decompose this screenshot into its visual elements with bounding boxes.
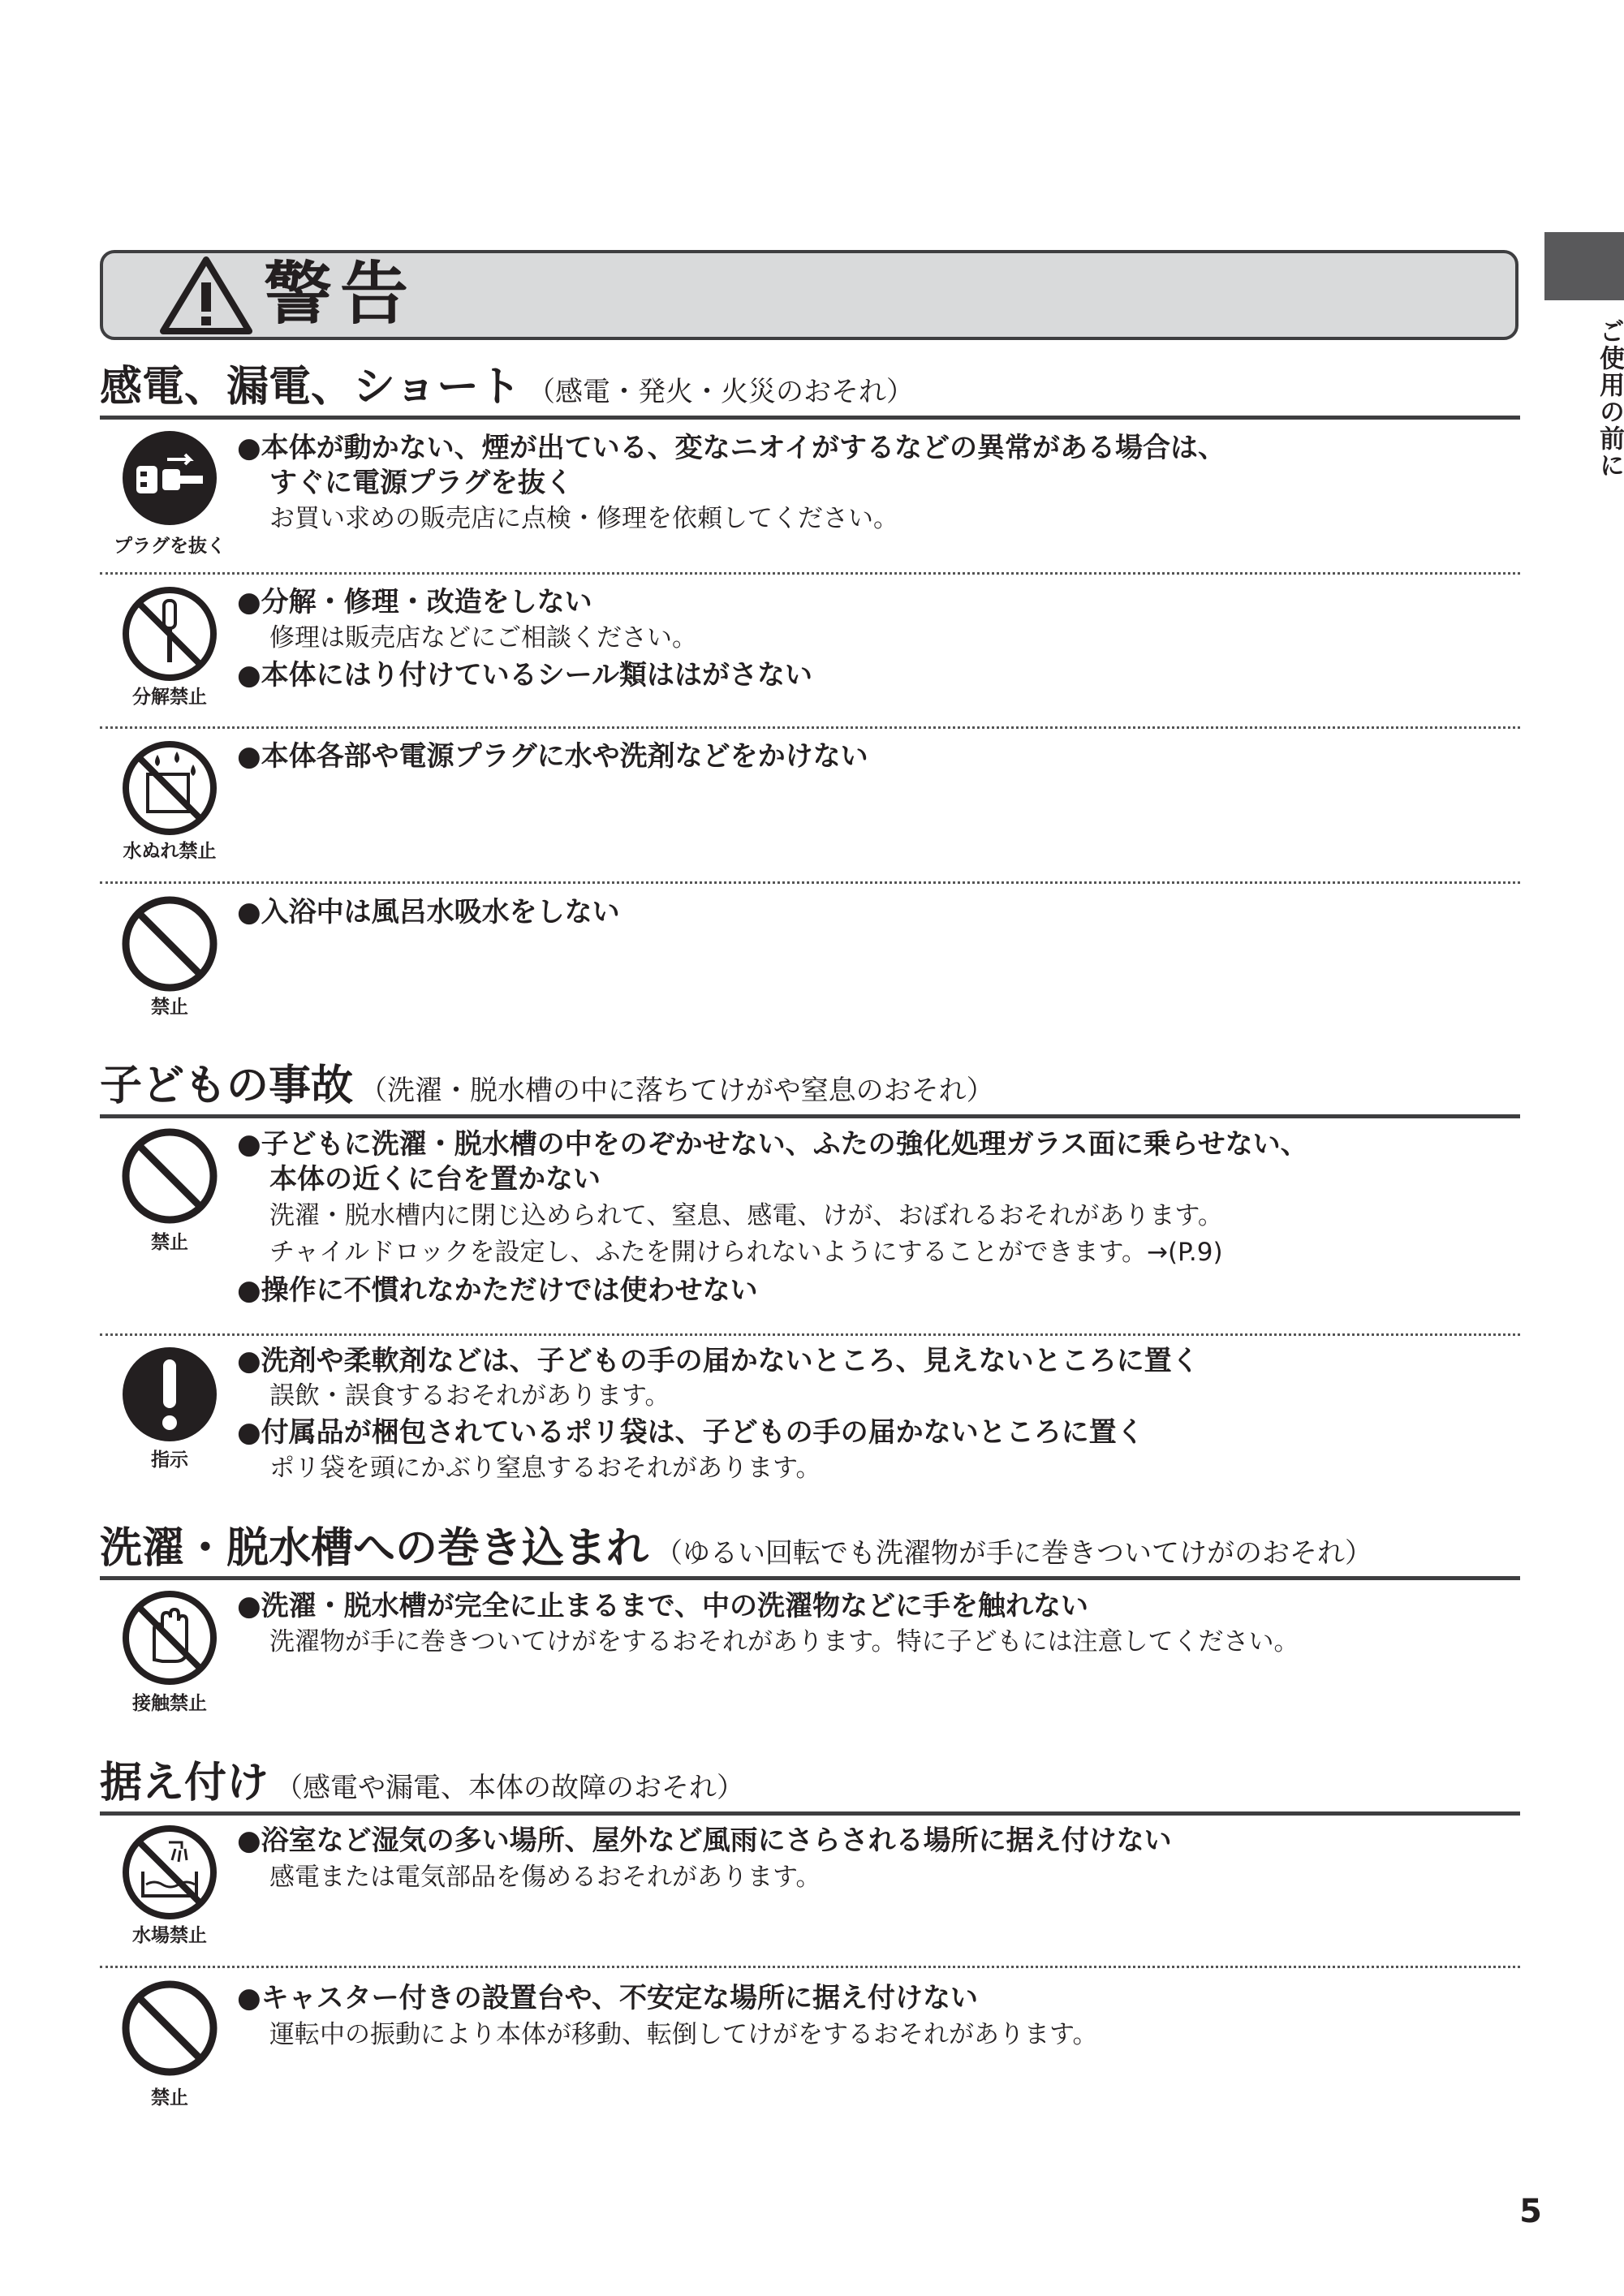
section-heading-children xyxy=(100,1061,994,1116)
warning-note: 運転中の振動により本体が移動、転倒してけがをするおそれがあります。 xyxy=(269,2020,1098,2049)
dotted-divider xyxy=(100,726,1520,729)
prohibition-icon xyxy=(118,893,221,995)
warning-item: ●浴室など湿気の多い場所、屋外など風雨にさらされる場所に据え付けない xyxy=(237,1824,1172,1857)
section-heading-shock xyxy=(100,362,914,417)
section-title: 子どもの事故 xyxy=(100,1062,354,1110)
dotted-divider xyxy=(100,881,1520,884)
section-subtitle: （洗濯・脱水槽の中に落ちてけがや窒息のおそれ） xyxy=(360,1075,994,1107)
section-title: 感電、漏電、ショート xyxy=(100,363,521,411)
warning-item: ●子どもに洗濯・脱水槽の中をのぞかせない、ふたの強化処理ガラス面に乗らせない、 xyxy=(237,1128,1308,1161)
no-touch-icon xyxy=(118,1587,221,1689)
side-tab-label: ご使用の前に xyxy=(1595,318,1624,479)
dotted-divider xyxy=(100,1966,1520,1968)
prohibition-icon xyxy=(118,1125,221,1227)
mandatory-action-icon xyxy=(118,1343,221,1445)
page-number: 5 xyxy=(1519,2193,1542,2230)
prohibition-icon xyxy=(118,1977,221,2079)
warning-note: ポリ袋を頭にかぶり窒息するおそれがあります。 xyxy=(269,1454,821,1483)
warning-note: 洗濯物が手に巻きついてけがをするおそれがあります。特に子どもには注意してください。 xyxy=(269,1627,1299,1656)
warning-item: ●洗剤や柔軟剤などは、子どもの手の届かないところ、見えないところに置く xyxy=(237,1345,1200,1377)
section-rule xyxy=(100,416,1520,420)
warning-item: ●本体にはり付けているシール類ははがさない xyxy=(237,659,812,691)
unplug-icon xyxy=(118,427,221,529)
warning-item: ●分解・修理・改造をしない xyxy=(237,586,592,618)
section-subtitle: （感電や漏電、本体の故障のおそれ） xyxy=(275,1772,745,1804)
warning-item: ●キャスター付きの設置台や、不安定な場所に据え付けない xyxy=(237,1982,978,2014)
icon-label: 禁止 xyxy=(151,2087,188,2109)
warning-item: ●本体が動かない、煙が出ている、変なニオイがするなどの異常がある場合は、 xyxy=(237,432,1226,464)
warning-item: ●洗濯・脱水槽が完全に止まるまで、中の洗濯物などに手を触れない xyxy=(237,1590,1088,1622)
section-heading-installation xyxy=(100,1758,744,1813)
warning-note: 感電または電気部品を傷めるおそれがあります。 xyxy=(269,1863,821,1892)
section-rule xyxy=(100,1576,1520,1580)
no-wet-location-icon xyxy=(118,1821,221,1923)
warning-item: ●操作に不慣れなかただけでは使わせない xyxy=(237,1274,758,1307)
section-subtitle: （感電・発火・火災のおそれ） xyxy=(527,376,914,408)
dotted-divider xyxy=(100,1333,1520,1336)
warning-item: ●入浴中は風呂水吸水をしない xyxy=(237,896,620,928)
warning-item: ●本体各部や電源プラグに水や洗剤などをかけない xyxy=(237,740,868,773)
section-heading-entanglement xyxy=(100,1523,1372,1579)
warning-note: 洗濯・脱水槽内に閉じ込められて、窒息、感電、けが、おぼれるおそれがあります。 xyxy=(269,1201,1223,1230)
section-rule xyxy=(100,1811,1520,1816)
icon-label: 接触禁止 xyxy=(132,1693,207,1714)
warning-note: 誤飲・誤食するおそれがあります。 xyxy=(269,1381,670,1411)
banner-title: 警告 xyxy=(264,254,417,334)
no-water-icon xyxy=(118,737,221,839)
section-subtitle: （ゆるい回転でも洗濯物が手に巻きついてけがのおそれ） xyxy=(655,1537,1373,1570)
section-rule xyxy=(100,1114,1520,1118)
warning-note: 修理は販売店などにご相談ください。 xyxy=(269,623,697,653)
icon-label: プラグを抜く xyxy=(114,536,226,557)
icon-label: 禁止 xyxy=(151,1232,188,1253)
icon-label: 分解禁止 xyxy=(132,687,207,708)
section-title: 据え付け xyxy=(100,1759,269,1807)
icon-label: 水場禁止 xyxy=(132,1925,207,1946)
icon-label: 禁止 xyxy=(151,997,188,1018)
icon-label: 指示 xyxy=(151,1450,188,1471)
warning-note: チャイルドロックを設定し、ふたを開けられないようにすることができます。→(P.9) xyxy=(269,1238,1223,1267)
side-tab-marker xyxy=(1544,232,1624,300)
dotted-divider xyxy=(100,572,1520,575)
warning-note: お買い求めの販売店に点検・修理を依頼してください。 xyxy=(269,504,898,533)
warning-item-cont: 本体の近くに台を置かない xyxy=(269,1163,601,1195)
warning-triangle-icon xyxy=(158,255,254,336)
warning-item: ●付属品が梱包されているポリ袋は、子どもの手の届かないところに置く xyxy=(237,1416,1144,1449)
section-title: 洗濯・脱水槽への巻き込まれ xyxy=(100,1524,649,1573)
no-disassembly-icon xyxy=(118,583,221,685)
warning-item-cont: すぐに電源プラグを抜く xyxy=(269,467,573,499)
icon-label: 水ぬれ禁止 xyxy=(123,841,217,862)
